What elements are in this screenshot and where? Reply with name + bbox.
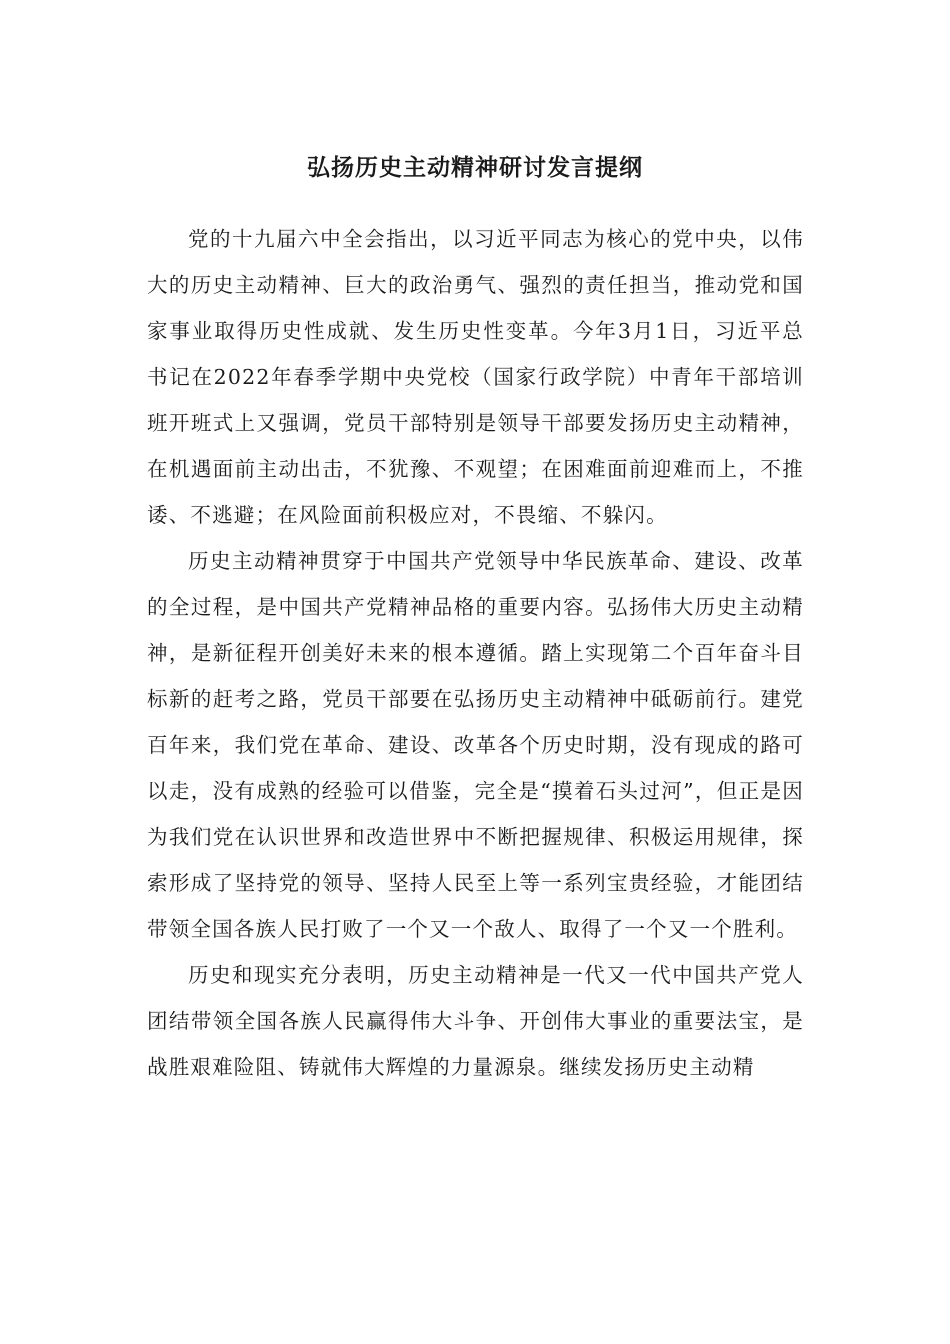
paragraph: 历史和现实充分表明，历史主动精神是一代又一代中国共产党人团结带领全国各族人民赢得伟大斗争、开创伟大事业的重要法宝，是战胜艰难险阻、铸就伟大辉煌的力量源泉。继续发扬历史主动精 bbox=[147, 963, 804, 1079]
document-title: 弘扬历史主动精神研讨发言提纲 bbox=[307, 155, 643, 181]
paragraph: 党的十九届六中全会指出，以习近平同志为核心的党中央，以伟大的历史主动精神、巨大的政治勇气、强烈的责任担当，推动党和国家事业取得历史性成就、发生历史性变革。今年3月1日，习近平总书记在2022年春季学期中央党校（国家行政学院）中青年干部培训班开班式上又强调，党员干部特别是领导干部要发扬历史主动精神，在机遇面前主动出击，不犹豫、不观望；在困难面前迎难而上，不推诿、不逃避；在风险面前积极应对，不畏缩、不躲闪。 bbox=[147, 227, 804, 527]
document-body bbox=[147, 216, 804, 1090]
paragraph: 历史主动精神贯穿于中国共产党领导中华民族革命、建设、改革的全过程，是中国共产党精神品格的重要内容。弘扬伟大历史主动精神，是新征程开创美好未来的根本遵循。踏上实现第二个百年奋斗目标新的赶考之路，党员干部要在弘扬历史主动精神中砥砺前行。建党百年来，我们党在革命、建设、改革各个历史时期，没有现成的路可以走，没有成熟的经验可以借鉴，完全是“摸着石头过河”，但正是因为我们党在认识世界和改造世界中不断把握规律、积极运用规律，探索形成了坚持党的领导、坚持人民至上等一系列宝贵经验，才能团结带领全国各族人民打败了一个又一个敌人、取得了一个又一个胜利。 bbox=[147, 549, 804, 941]
